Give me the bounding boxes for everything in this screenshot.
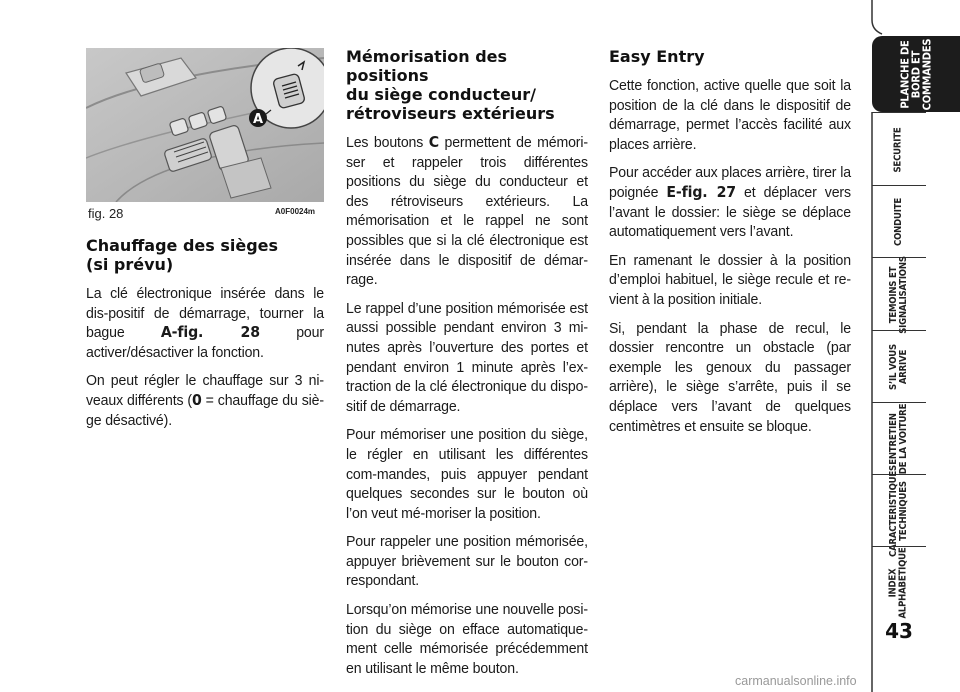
paragraph: Si, pendant la phase de recul, le dossier rencontre un obstacle (par exemple les genoux du passager arrière), le siège s’arrête, puis il se déplace vers l’avant de quelques centimètres et ensuite se bloque. (609, 319, 851, 435)
heading-line: du siège conducteur/ (346, 85, 536, 104)
tab-label-text: TEMOINS ET SIGNALISATIONS (888, 255, 909, 334)
tab-caracteristiques[interactable] (872, 465, 926, 557)
paragraph: Pour rappeler une position mémorisée, appuyer brièvement sur le bouton cor-respondant. (346, 533, 588, 590)
paragraph (346, 133, 588, 290)
tab-label (872, 36, 960, 112)
text-run: = chauffage du siè-ge désactivé). (86, 391, 324, 429)
watermark: carmanualsonline.info (735, 674, 857, 688)
tab-label (872, 465, 926, 557)
tab-sil-vous-arrive[interactable] (872, 330, 926, 403)
figure-28-image (86, 48, 324, 202)
reference-keyword: E-fig. 27 (666, 182, 736, 201)
tab-label-text: CONDUITE (892, 198, 904, 246)
paragraph (86, 371, 324, 430)
tab-index[interactable] (872, 546, 926, 619)
text-run: La clé électronique insérée dans le dis-positif de démarrage, tourner la bague (86, 285, 324, 342)
paragraph: En ramenant le dossier à la position d’emploi habituel, le siège recule et re-vient à la position initiale. (609, 251, 851, 308)
callout-a-label: A (252, 112, 264, 127)
heading-line: (si prévu) (86, 255, 174, 274)
tab-label-text: ENTRETIEN DE LA VOITURE (888, 403, 909, 475)
paragraph: Cette fonction, active quelle que soit la position de la clé dans le dispositif de démarrage, permet l’accès facilité aux places arrière. (609, 77, 851, 153)
tab-securite[interactable] (872, 112, 926, 186)
tab-planche-de-bord[interactable] (872, 36, 960, 112)
left-column (86, 236, 324, 439)
heading-line: Mémorisation des positions (346, 47, 508, 85)
text-run: pour activer/désactiver la fonction. (86, 324, 324, 361)
paragraph: Lorsqu’on mémorise une nouvelle posi-tion du siège on efface automatique-ment celle mémorisée précédemment en utilisant le même bouton. (346, 601, 588, 677)
figure-code: A0F0024m (275, 207, 316, 216)
paragraph (609, 163, 851, 241)
text-run: Pour accéder aux places arrière, tirer la poignée (609, 164, 851, 201)
tab-label-text: SECURITE (892, 126, 904, 173)
figure-caption: fig. 28 (88, 206, 124, 221)
tab-label-text: S’IL VOUS ARRIVE (887, 343, 909, 391)
tab-label (872, 113, 926, 186)
tab-label (872, 255, 926, 334)
text-run: On peut régler le chauffage sur 3 ni-veaux différents ( (86, 372, 324, 409)
text-run: et déplacer vers l’avant le dossier: le siège se déplace automatiquement vers l’avant. (609, 183, 851, 241)
tab-label (872, 186, 926, 258)
tab-conduite[interactable] (872, 185, 926, 258)
heading-easy-entry: Easy Entry (609, 47, 705, 66)
heading-seat-heating (86, 236, 324, 274)
tab-label (872, 547, 926, 619)
reference-keyword: C (428, 133, 439, 151)
tab-label-text: PLANCHE DE BORD ET COMMANDES (898, 38, 934, 110)
tab-label-text: CARACTERISTIQUES TECHNIQUES (888, 465, 910, 557)
right-column (609, 47, 851, 445)
door-panel-illustration (86, 48, 324, 202)
page-number: 43 (885, 619, 913, 643)
middle-column (346, 47, 588, 687)
reference-keyword: A-fig. 28 (160, 323, 260, 342)
heading-line: Chauffage des sièges (86, 236, 279, 255)
paragraph: Pour mémoriser une position du siège, le régler en utilisant les différentes com-mandes, puis appuyer pendant quelques secondes sur le bouton où l’on veut mé-moriser la position. (346, 426, 588, 522)
tab-label-text: INDEX ALPHABETIQUE (888, 547, 910, 619)
reference-keyword: 0 (191, 390, 202, 409)
heading-memory-positions (346, 47, 588, 123)
tab-temoins[interactable] (872, 255, 926, 334)
paragraph (86, 284, 324, 362)
paragraph: Le rappel d’une position mémorisée est aussi possible pendant environ 3 mi-nutes après l’ouverture des portes et pendant environ 1 minute après l’ex-traction de la clé électronique du dispo-sitif de démarrage. (346, 299, 588, 415)
text-run: permettent de mémori-ser et rappeler trois différentes positions du siège du conducteur et des rétroviseurs extérieurs. La mémorisation et le rappel ne sont possibles que si la clé électronique est insérée dans le dispositif de démar-rage. (346, 134, 588, 289)
tab-label (872, 331, 926, 403)
text-run: Les boutons (346, 134, 429, 151)
heading-line: rétroviseurs extérieurs (346, 104, 555, 123)
